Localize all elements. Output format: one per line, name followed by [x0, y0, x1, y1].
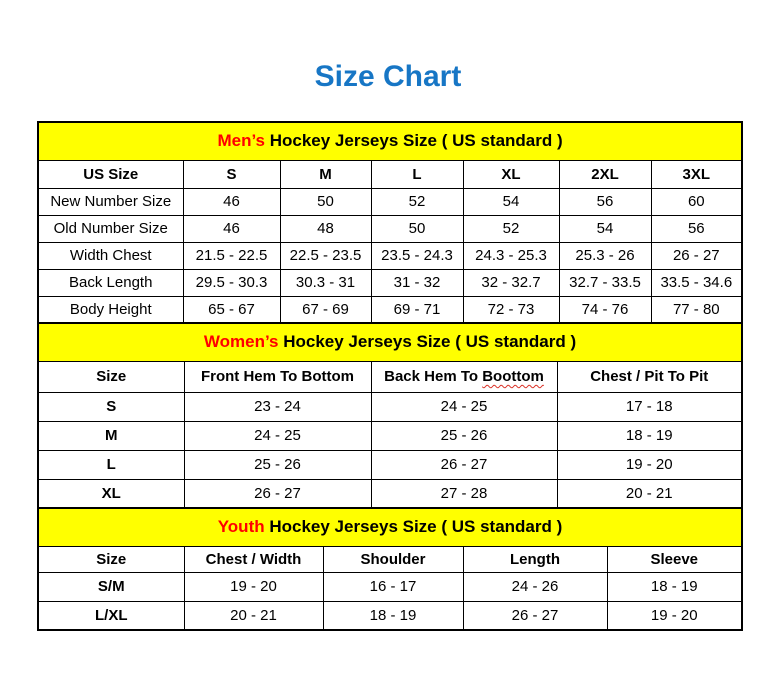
row-label-cell: Back Length: [38, 269, 183, 296]
youth-size-table: [37, 507, 743, 631]
mens-band-title: [38, 122, 742, 160]
column-header: 2XL: [559, 160, 651, 188]
size-value-cell: 19 - 20: [607, 601, 742, 630]
row-label-cell: New Number Size: [38, 188, 183, 215]
column-header: M: [280, 160, 371, 188]
size-value-cell: 18 - 19: [557, 421, 742, 450]
size-value-cell: 46: [183, 188, 280, 215]
size-value-cell: 25 - 26: [184, 450, 371, 479]
size-value-cell: 24 - 25: [371, 392, 557, 421]
size-value-cell: 67 - 69: [280, 296, 371, 323]
size-value-cell: 56: [559, 188, 651, 215]
size-value-cell: 29.5 - 30.3: [183, 269, 280, 296]
row-label-cell: S: [38, 392, 184, 421]
table-row: [38, 269, 742, 296]
page-title: Size Chart: [314, 60, 462, 93]
column-header: 3XL: [651, 160, 742, 188]
womens-band-row: [38, 323, 742, 361]
size-value-cell: 20 - 21: [184, 601, 323, 630]
column-header: Size: [38, 546, 184, 572]
table-row: [38, 392, 742, 421]
size-value-cell: 18 - 19: [607, 572, 742, 601]
size-value-cell: 20 - 21: [557, 479, 742, 508]
column-header: Shoulder: [323, 546, 463, 572]
size-value-cell: 24 - 26: [463, 572, 607, 601]
size-value-cell: 56: [651, 215, 742, 242]
row-label-cell: Body Height: [38, 296, 183, 323]
size-value-cell: 26 - 27: [651, 242, 742, 269]
misspelled-word: Boottom: [482, 368, 544, 385]
column-header: Sleeve: [607, 546, 742, 572]
column-header: Chest / Pit To Pit: [557, 361, 742, 392]
youth-band-row: [38, 508, 742, 546]
size-value-cell: 26 - 27: [184, 479, 371, 508]
column-header: US Size: [38, 160, 183, 188]
youth-band-highlight: Youth: [217, 517, 265, 537]
size-value-cell: 27 - 28: [371, 479, 557, 508]
size-value-cell: 17 - 18: [557, 392, 742, 421]
table-row: [38, 242, 742, 269]
size-value-cell: 19 - 20: [184, 572, 323, 601]
size-value-cell: 50: [280, 188, 371, 215]
row-label-cell: XL: [38, 479, 184, 508]
size-value-cell: 32 - 32.7: [463, 269, 559, 296]
size-value-cell: 52: [371, 188, 463, 215]
size-value-cell: 69 - 71: [371, 296, 463, 323]
mens-band-rest: Hockey Jerseys Size ( US standard ): [265, 131, 563, 151]
size-value-cell: 24.3 - 25.3: [463, 242, 559, 269]
size-value-cell: 60: [651, 188, 742, 215]
size-value-cell: 65 - 67: [183, 296, 280, 323]
youth-band-rest: Hockey Jerseys Size ( US standard ): [264, 517, 563, 537]
row-label-cell: M: [38, 421, 184, 450]
table-row: [38, 479, 742, 508]
youth-band-title: [38, 508, 742, 546]
row-label-cell: Width Chest: [38, 242, 183, 269]
size-value-cell: 23 - 24: [184, 392, 371, 421]
size-value-cell: 77 - 80: [651, 296, 742, 323]
size-tables-container: [37, 121, 741, 631]
size-value-cell: 33.5 - 34.6: [651, 269, 742, 296]
size-value-cell: 25 - 26: [371, 421, 557, 450]
table-row: [38, 421, 742, 450]
size-value-cell: 32.7 - 33.5: [559, 269, 651, 296]
size-value-cell: 52: [463, 215, 559, 242]
womens-band-rest: Hockey Jerseys Size ( US standard ): [278, 332, 577, 352]
mens-band-row: [38, 122, 742, 160]
womens-header-row: [38, 361, 742, 392]
table-row: [38, 450, 742, 479]
column-header: Length: [463, 546, 607, 572]
mens-size-table: [37, 121, 743, 324]
table-row: [38, 188, 742, 215]
row-label-cell: L: [38, 450, 184, 479]
size-value-cell: 23.5 - 24.3: [371, 242, 463, 269]
size-value-cell: 26 - 27: [371, 450, 557, 479]
column-header: [371, 361, 557, 392]
size-value-cell: 26 - 27: [463, 601, 607, 630]
size-value-cell: 50: [371, 215, 463, 242]
size-value-cell: 30.3 - 31: [280, 269, 371, 296]
size-value-cell: 31 - 32: [371, 269, 463, 296]
size-value-cell: 54: [463, 188, 559, 215]
table-row: [38, 572, 742, 601]
table-row: [38, 296, 742, 323]
column-header: Front Hem To Bottom: [184, 361, 371, 392]
womens-band-highlight: Women’s: [203, 332, 279, 352]
mens-band-highlight: Men’s: [217, 131, 265, 151]
column-header: Size: [38, 361, 184, 392]
size-value-cell: 46: [183, 215, 280, 242]
row-label-cell: L/XL: [38, 601, 184, 630]
size-value-cell: 25.3 - 26: [559, 242, 651, 269]
table-row: [38, 601, 742, 630]
youth-header-row: [38, 546, 742, 572]
column-header-text: Back Hem To: [384, 368, 483, 385]
column-header: L: [371, 160, 463, 188]
size-value-cell: 74 - 76: [559, 296, 651, 323]
size-value-cell: 24 - 25: [184, 421, 371, 450]
size-value-cell: 54: [559, 215, 651, 242]
size-value-cell: 72 - 73: [463, 296, 559, 323]
size-value-cell: 18 - 19: [323, 601, 463, 630]
womens-size-table: [37, 322, 743, 509]
row-label-cell: Old Number Size: [38, 215, 183, 242]
size-value-cell: 16 - 17: [323, 572, 463, 601]
size-value-cell: 48: [280, 215, 371, 242]
size-value-cell: 22.5 - 23.5: [280, 242, 371, 269]
mens-header-row: [38, 160, 742, 188]
size-value-cell: 21.5 - 22.5: [183, 242, 280, 269]
column-header: S: [183, 160, 280, 188]
row-label-cell: S/M: [38, 572, 184, 601]
table-row: [38, 215, 742, 242]
size-value-cell: 19 - 20: [557, 450, 742, 479]
column-header: XL: [463, 160, 559, 188]
womens-band-title: [38, 323, 742, 361]
column-header: Chest / Width: [184, 546, 323, 572]
